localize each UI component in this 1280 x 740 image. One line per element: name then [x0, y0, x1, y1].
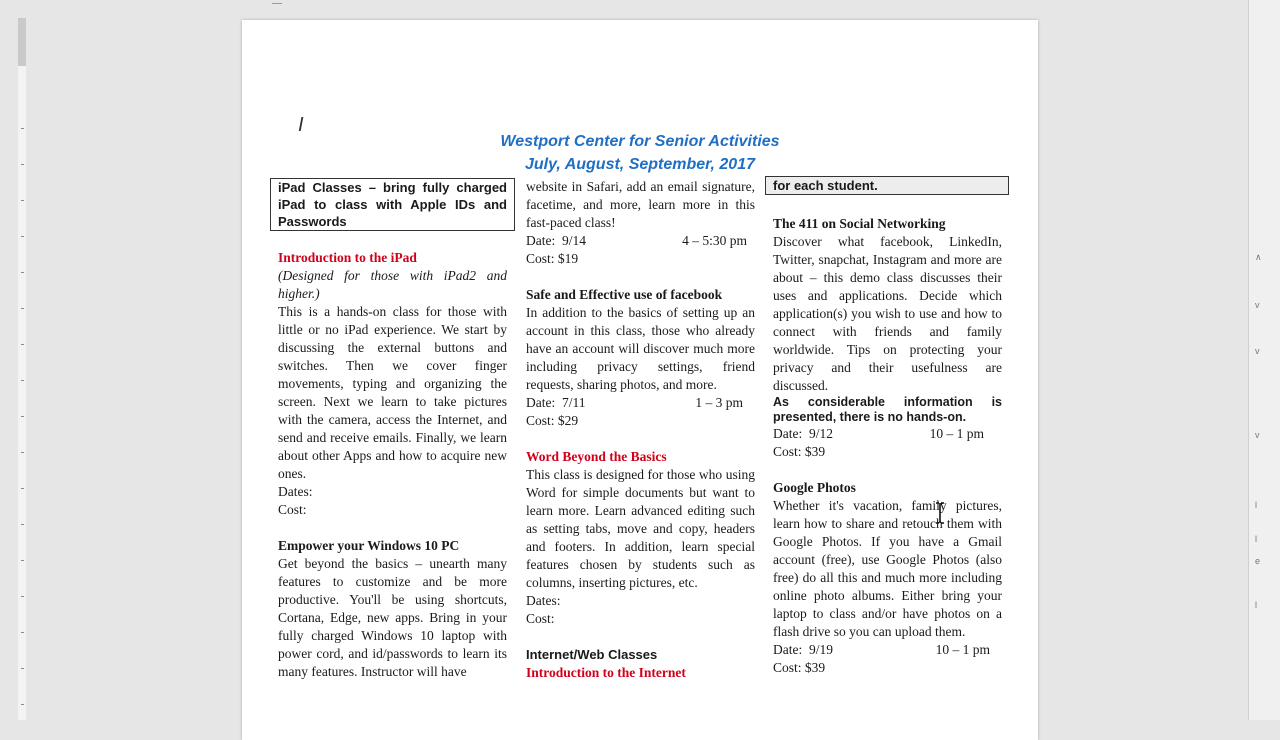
header-line-2: July, August, September, 2017 [524, 156, 755, 173]
course-description: In addition to the basics of setting up an account in this class, those who already have an account will discover much more including privacy settings, friend requests, sharing photos, and more. [526, 305, 755, 392]
ipad-classes-note: iPad Classes – bring fully charged iPad to class with Apple IDs and Passwords [270, 178, 515, 231]
course-description: Discover what facebook, LinkedIn, Twitter, snapchat, Instagram and more are about – this demo class discusses their uses and applications. Decide which application(s) you wish to use and how to connect with friends and family worldwide. Tips on protecting your privacy and their usefulness are discussed. [773, 234, 1002, 393]
course-title: Empower your Windows 10 PC [278, 538, 460, 553]
ibeam-cursor-icon [934, 502, 946, 524]
course-note: As considerable information is presented, there is no hands-on. [773, 395, 1002, 424]
course-description: website in Safari, add an email signature, facetime, and more, learn more in this fast-paced class! [526, 179, 755, 230]
course-cost: Cost: $39 [773, 660, 826, 675]
course-dates: Dates: [278, 484, 313, 499]
section-header: Internet/Web Classes [526, 647, 658, 662]
course-cost: Cost: $29 [526, 413, 579, 428]
course-title: Introduction to the iPad [278, 250, 417, 265]
course-dates: Dates: [526, 593, 561, 608]
course-subtitle: (Designed for those with iPad2 and higher.) [278, 268, 507, 301]
course-title: Introduction to the Internet [526, 665, 686, 680]
course-date: Date: 9/19 10 – 1 pm [773, 642, 990, 657]
header-line-1: Westport Center for Senior Activities [500, 133, 780, 150]
left-ruler [18, 18, 26, 720]
column-1 [278, 178, 507, 681]
column-3 [773, 176, 1002, 677]
course-cost: Cost: [526, 611, 555, 626]
course-description: This is a hands-on class for those with little or no iPad experience. We start by discussing the external buttons and switches. Then we cover finger movements, typing and organizing the screen. Next we learn to take pictures with the camera, access the Internet, and send and receive emails. Finally, we learn about other Apps and how to acquire new ones. [278, 304, 507, 481]
top-ruler-marker [272, 0, 282, 4]
right-pane-edge: ∧ v v v l l e l [1248, 0, 1280, 720]
column-2 [526, 178, 755, 682]
course-title: The 411 on Social Networking [773, 216, 946, 231]
course-date: Date: 9/12 10 – 1 pm [773, 426, 984, 441]
course-title: Google Photos [773, 480, 856, 495]
course-title: Safe and Effective use of facebook [526, 287, 723, 302]
course-cost: Cost: $19 [526, 251, 579, 266]
course-description: Get beyond the basics – unearth many features to customize and be more productive. You'll be using shortcuts, Cortana, Edge, new apps. Bring in your fully charged Windows 10 laptop with power cord, and id/passwords to learn its many features. Instructor will have [278, 556, 507, 679]
course-cost: Cost: $39 [773, 444, 826, 459]
course-description: Whether it's vacation, family pictures, learn how to share and retouch them with Google Photos. If you have a Gmail account (free), use Google Photos (also free) do all this and much more including online photo albums. Either bring your laptop to class and/or have photos on a flash drive so you can upload them. [773, 498, 1002, 639]
text-cursor-mark: I [298, 114, 304, 136]
course-cost: Cost: [278, 502, 307, 517]
course-description: This class is designed for those who using Word for simple documents but want to learn more. Learn advanced editing such as setting tabs, move and copy, headers and footers. In addition, learn special features chosen by students such as columns, inserting pictures, etc. [526, 467, 755, 590]
course-date: Date: 7/11 1 – 3 pm [526, 395, 743, 410]
course-title: Word Beyond the Basics [526, 449, 667, 464]
course-date: Date: 9/14 4 – 5:30 pm [526, 233, 747, 248]
student-note-box: for each student. [765, 176, 1009, 195]
